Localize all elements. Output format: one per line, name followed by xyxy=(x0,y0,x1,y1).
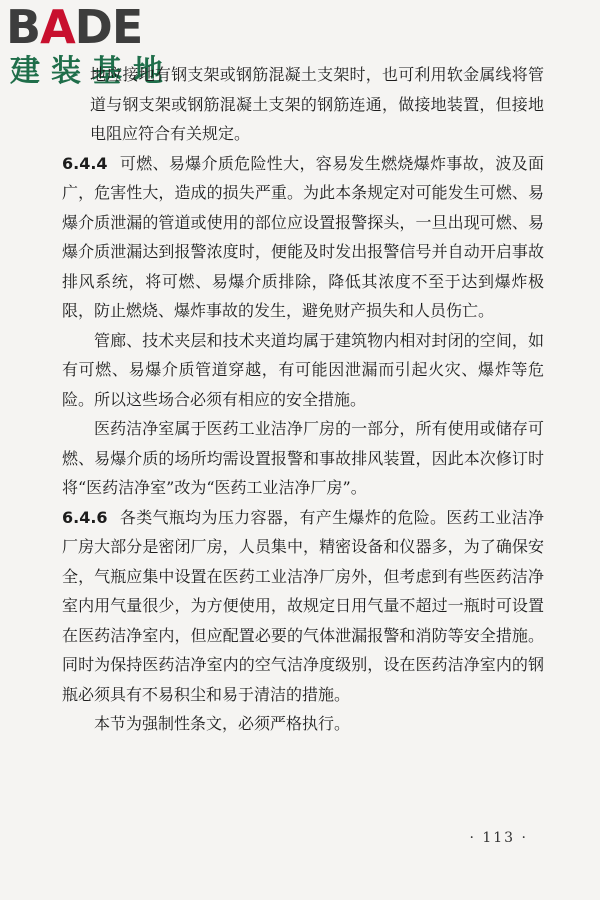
logo-chinese: 建装基地 xyxy=(10,54,174,89)
paragraph xyxy=(62,60,544,149)
paragraph xyxy=(62,414,544,503)
paragraph xyxy=(62,326,544,415)
logo-letter-b: B xyxy=(6,0,41,54)
paragraph xyxy=(62,709,544,739)
section-6-4-6 xyxy=(62,503,544,710)
paragraph-text: 地应接地有钢支架或钢筋混凝土支架时，也可利用软金属线将管道与钢支架或钢筋混凝土支架的钢筋连通，做接地装置，但接地电阻应符合有关规定。 xyxy=(90,65,544,143)
paragraph-text: 各类气瓶均为压力容器，有产生爆炸的危险。医药工业洁净厂房大部分是密闭厂房，人员集中，精密设备和仪器多，为了确保安全，气瓶应集中设置在医药工业洁净厂房外，但考虑到有些医药洁净室内用气量很少，为方便使用，故规定日用气量不超过一瓶时可设置在医药洁净室内，但应配置必要的气体泄漏报警和消防等安全措施。同时为保持医药洁净室内的空气洁净度级别，设在医药洁净室内的钢瓶必须具有不易积尘和易于清洁的措施。 xyxy=(62,507,544,704)
section-6-4-4 xyxy=(62,149,544,326)
body-text xyxy=(62,60,544,739)
paragraph-text: 本节为强制性条文，必须严格执行。 xyxy=(94,714,351,733)
page-number: · 113 · xyxy=(469,830,528,846)
section-number: 6.4.4 xyxy=(62,153,108,173)
paragraph-text: 医药洁净室属于医药工业洁净厂房的一部分，所有使用或储存可燃、易爆介质的场所均需设置报警和事故排风装置，因此本次修订时将“医药洁净室”改为“医药工业洁净厂房”。 xyxy=(62,419,544,497)
paragraph-text: 管廊、技术夹层和技术夹道均属于建筑物内相对封闭的空间，如有可燃、易爆介质管道穿越，有可能因泄漏而引起火灾、爆炸等危险。所以这些场合必须有相应的安全措施。 xyxy=(62,330,544,409)
paragraph-text: 可燃、易爆介质危险性大，容易发生燃烧爆炸事故，波及面广，危害性大，造成的损失严重。为此本条规定对可能发生可燃、易爆介质泄漏的管道或使用的部位应设置报警探头，一旦出现可燃、易爆介质泄漏达到报警浓度时，便能及时发出报警信号并自动开启事故排风系统，将可燃、易爆介质排除，降低其浓度不至于达到爆炸极限，防止燃烧、爆炸事故的发生，避免财产损失和人员伤亡。 xyxy=(62,153,544,320)
section-number: 6.4.6 xyxy=(62,507,108,527)
logo-wordmark xyxy=(6,2,142,52)
logo-letters-de: DE xyxy=(74,0,143,54)
logo-letter-a: A xyxy=(40,0,75,54)
